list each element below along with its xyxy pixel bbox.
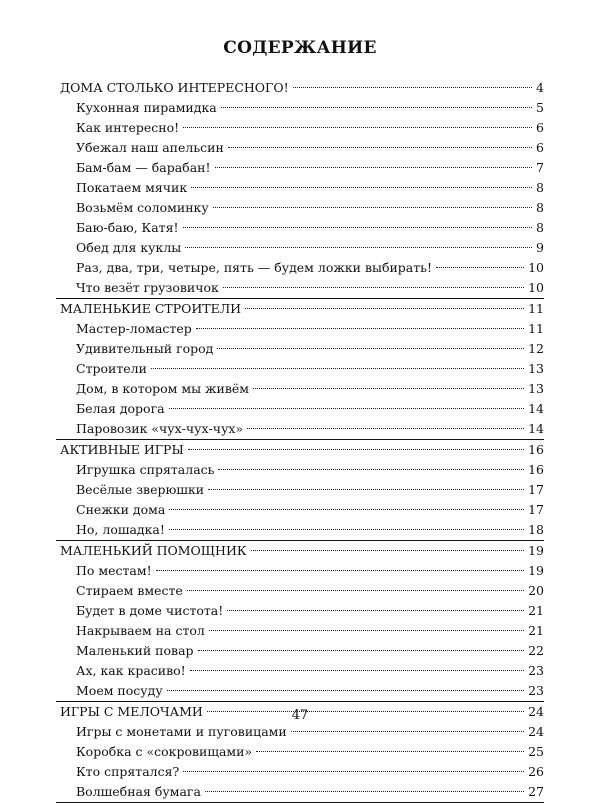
entry-title: Снежки дома [76, 502, 166, 517]
entry-page-number: 8 [536, 180, 544, 195]
toc-entry [56, 339, 544, 359]
dot-leader [205, 791, 524, 792]
entry-page-number: 17 [528, 502, 544, 517]
entry-page-number: 9 [536, 240, 544, 255]
dot-leader [247, 428, 524, 429]
dot-leader [217, 348, 524, 349]
entry-page-number: 23 [528, 663, 544, 678]
toc-section [56, 541, 544, 702]
toc-entry [56, 258, 544, 278]
toc-section [56, 440, 544, 541]
section-title: АКТИВНЫЕ ИГРЫ [60, 442, 184, 457]
toc-entry [56, 460, 544, 480]
section-title: МАЛЕНЬКИЙ ПОМОЩНИК [60, 543, 247, 558]
toc-section [56, 78, 544, 299]
entry-title: Кто спрятался? [76, 764, 180, 779]
entry-title: Возьмём соломинку [76, 200, 209, 215]
entry-title: Ах, как красиво! [76, 663, 186, 678]
entry-page-number: 13 [528, 361, 544, 376]
dot-leader [213, 207, 532, 208]
entry-title: Белая дорога [76, 401, 165, 416]
toc-entry [56, 379, 544, 399]
entry-title: Раз, два, три, четыре, пять — будем ложки выбирать! [76, 260, 433, 275]
entry-page-number: 8 [536, 200, 544, 215]
entry-title: Паровозик «чух-чух-чух» [76, 421, 244, 436]
entry-title: Мастер-ломастер [76, 321, 192, 336]
entry-title: Игры с монетами и пуговицами [76, 724, 287, 739]
entry-page-number: 12 [528, 341, 544, 356]
section-title: ДОМА СТОЛЬКО ИНТЕРЕСНОГО! [60, 80, 289, 95]
dot-leader [190, 670, 524, 671]
entry-page-number: 8 [536, 220, 544, 235]
table-of-contents [56, 78, 544, 803]
section-title: ИГРЫ С МЕЛОЧАМИ [60, 704, 203, 719]
dot-leader [156, 570, 524, 571]
dot-leader [221, 107, 532, 108]
entry-page-number: 18 [528, 522, 544, 537]
toc-entry [56, 581, 544, 601]
entry-page-number: 19 [528, 563, 544, 578]
toc-section-heading [56, 440, 544, 460]
section-page-number: 4 [536, 80, 544, 95]
toc-entry [56, 419, 544, 439]
dot-leader [253, 388, 524, 389]
entry-page-number: 22 [528, 643, 544, 658]
toc-entry [56, 198, 544, 218]
toc-entry [56, 661, 544, 681]
entry-title: Но, лошадка! [76, 522, 165, 537]
toc-entry [56, 399, 544, 419]
toc-entry [56, 561, 544, 581]
dot-leader [169, 509, 524, 510]
entry-title: Строители [76, 361, 147, 376]
dot-leader [151, 368, 524, 369]
page-number: 47 [291, 708, 309, 723]
dot-leader [256, 751, 524, 752]
entry-page-number: 21 [528, 603, 544, 618]
toc-section-heading [56, 541, 544, 561]
toc-entry [56, 500, 544, 520]
entry-title: Будет в доме чистота! [76, 603, 224, 618]
dot-leader [293, 87, 532, 88]
section-page-number: 19 [528, 543, 544, 558]
entry-title: Коробка с «сокровищами» [76, 744, 253, 759]
toc-entry [56, 520, 544, 540]
dot-leader [183, 771, 524, 772]
entry-title: Дом, в котором мы живём [76, 381, 250, 396]
dot-leader [227, 610, 524, 611]
section-page-number: 16 [528, 442, 544, 457]
entry-title: Накрываем на стол [76, 623, 205, 638]
entry-title: Убежал наш апельсин [76, 140, 224, 155]
entry-title: Как интересно! [76, 120, 180, 135]
entry-title: Удивительный город [76, 341, 214, 356]
entry-title: Весёлые зверюшки [76, 482, 205, 497]
toc-entry [56, 359, 544, 379]
entry-title: Стираем вместе [76, 583, 183, 598]
dot-leader [215, 167, 533, 168]
toc-entry [56, 621, 544, 641]
entry-page-number: 6 [536, 120, 544, 135]
dot-leader [169, 529, 524, 530]
dot-leader [187, 590, 524, 591]
entry-page-number: 10 [528, 260, 544, 275]
entry-page-number: 17 [528, 482, 544, 497]
entry-title: Кухонная пирамидка [76, 100, 217, 115]
toc-entry [56, 278, 544, 298]
entry-page-number: 7 [536, 160, 544, 175]
entry-page-number: 27 [528, 784, 544, 799]
toc-entry [56, 641, 544, 661]
entry-title: Покатаем мячик [76, 180, 188, 195]
entry-page-number: 23 [528, 683, 544, 698]
toc-section [56, 299, 544, 440]
entry-page-number: 13 [528, 381, 544, 396]
dot-leader [185, 247, 532, 248]
entry-page-number: 6 [536, 140, 544, 155]
entry-page-number: 16 [528, 462, 544, 477]
toc-entry [56, 238, 544, 258]
entry-title: Бам-бам — барабан! [76, 160, 211, 175]
entry-title: Волшебная бумага [76, 784, 201, 799]
toc-entry [56, 118, 544, 138]
dot-leader [196, 328, 524, 329]
toc-entry [56, 480, 544, 500]
toc-section-heading [56, 299, 544, 319]
entry-page-number: 20 [528, 583, 544, 598]
dot-leader [167, 690, 524, 691]
toc-entry [56, 319, 544, 339]
entry-page-number: 26 [528, 764, 544, 779]
entry-page-number: 10 [528, 280, 544, 295]
dot-leader [228, 147, 532, 148]
toc-entry [56, 178, 544, 198]
dot-leader [251, 550, 525, 551]
entry-title: Моем посуду [76, 683, 163, 698]
entry-title: Что везёт грузовичок [76, 280, 219, 295]
toc-entry [56, 762, 544, 782]
toc-entry [56, 601, 544, 621]
entry-page-number: 14 [528, 421, 544, 436]
entry-page-number: 24 [528, 724, 544, 739]
entry-title: Маленький повар [76, 643, 194, 658]
entry-page-number: 14 [528, 401, 544, 416]
page-title: СОДЕРЖАНИЕ [223, 38, 377, 58]
dot-leader [198, 650, 525, 651]
dot-leader [183, 227, 533, 228]
toc-entry [56, 138, 544, 158]
section-page-number: 24 [528, 704, 544, 719]
entry-page-number: 11 [528, 321, 544, 336]
dot-leader [245, 308, 524, 309]
entry-title: По местам! [76, 563, 152, 578]
toc-entry [56, 218, 544, 238]
dot-leader [191, 187, 532, 188]
entry-page-number: 5 [536, 100, 544, 115]
dot-leader [183, 127, 532, 128]
entry-page-number: 21 [528, 623, 544, 638]
toc-entry [56, 722, 544, 742]
dot-leader [209, 630, 524, 631]
toc-entry [56, 681, 544, 701]
toc-section-heading [56, 78, 544, 98]
entry-page-number: 25 [528, 744, 544, 759]
entry-title: Обед для куклы [76, 240, 182, 255]
dot-leader [436, 267, 524, 268]
entry-title: Игрушка спряталась [76, 462, 215, 477]
dot-leader [208, 489, 524, 490]
dot-leader [169, 408, 525, 409]
dot-leader [223, 287, 524, 288]
entry-title: Баю-баю, Катя! [76, 220, 179, 235]
toc-entry [56, 782, 544, 802]
dot-leader [291, 731, 524, 732]
toc-entry [56, 98, 544, 118]
toc-entry [56, 742, 544, 762]
dot-leader [218, 469, 524, 470]
section-title: МАЛЕНЬКИЕ СТРОИТЕЛИ [60, 301, 242, 316]
section-page-number: 11 [528, 301, 544, 316]
dot-leader [188, 449, 524, 450]
toc-entry [56, 158, 544, 178]
